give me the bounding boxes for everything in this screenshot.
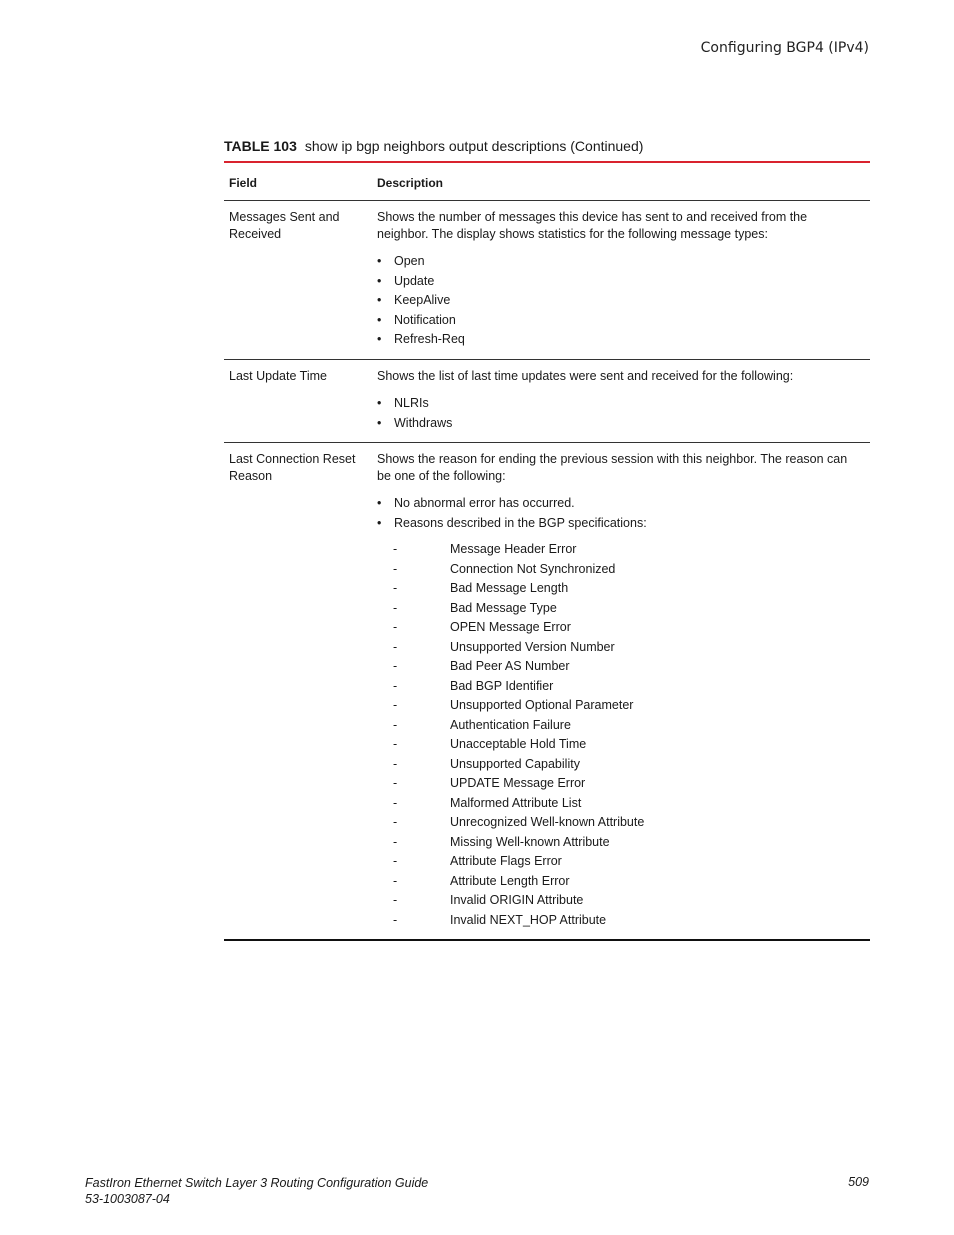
sub-list-item: - Bad Peer AS Number (377, 657, 858, 677)
reason-sublist (377, 540, 858, 930)
sub-list-item: - UPDATE Message Error (377, 774, 858, 794)
sub-list-item: - Bad Message Length (377, 579, 858, 599)
sub-list-item: - Malformed Attribute List (377, 794, 858, 814)
sub-list-item: - Bad Message Type (377, 599, 858, 619)
sub-list-item: - Unsupported Optional Parameter (377, 696, 858, 716)
bullet-list (377, 494, 858, 533)
table-caption (224, 138, 643, 154)
sub-list-item: - Authentication Failure (377, 716, 858, 736)
descriptions-table (224, 161, 870, 941)
column-header-description: Description (377, 176, 444, 190)
table-header-row (224, 163, 870, 201)
table-row (224, 443, 870, 941)
description-text: Shows the number of messages this device has sent to and received from the neighbor. The display shows statistics for the following message types: (377, 210, 808, 241)
list-item: • Update (377, 272, 858, 292)
sub-list-item: - Unacceptable Hold Time (377, 735, 858, 755)
running-header: Configuring BGP4 (IPv4) (700, 40, 869, 56)
sub-list-item: - Missing Well-known Attribute (377, 833, 858, 853)
field-cell: Last Update Time (229, 369, 327, 383)
list-item: • Reasons described in the BGP specifications: (377, 514, 858, 534)
sub-list-item: - Invalid ORIGIN Attribute (377, 891, 858, 911)
description-text: Shows the reason for ending the previous session with this neighbor. The reason can be one of the following: (377, 452, 848, 483)
page-number: 509 (848, 1175, 869, 1189)
description-text: Shows the list of last time updates were sent and received for the following: (377, 369, 794, 383)
bullet-list (377, 394, 858, 433)
table-title: show ip bgp neighbors output descriptions (Continued) (304, 138, 644, 154)
sub-list-item: - Unrecognized Well-known Attribute (377, 813, 858, 833)
description-cell (377, 360, 870, 442)
sub-list-item: - Connection Not Synchronized (377, 560, 858, 580)
sub-list-item: - Attribute Length Error (377, 872, 858, 892)
sub-list-item: - Unsupported Capability (377, 755, 858, 775)
sub-list-item: - Invalid NEXT_HOP Attribute (377, 911, 858, 931)
list-item: • No abnormal error has occurred. (377, 494, 858, 514)
sub-list-item: - Bad BGP Identifier (377, 677, 858, 697)
list-item: • Open (377, 252, 858, 272)
description-cell (377, 201, 870, 359)
footer-document-info (85, 1175, 428, 1207)
list-item: • Notification (377, 311, 858, 331)
list-item: • KeepAlive (377, 291, 858, 311)
bullet-list (377, 252, 858, 350)
sub-list-item: - Message Header Error (377, 540, 858, 560)
field-cell: Last Connection Reset Reason (229, 452, 356, 483)
sub-list-item: - Unsupported Version Number (377, 638, 858, 658)
sub-list-item: - Attribute Flags Error (377, 852, 858, 872)
footer-guide-title: FastIron Ethernet Switch Layer 3 Routing Configuration Guide (85, 1176, 429, 1190)
list-item: • NLRIs (377, 394, 858, 414)
table-row (224, 360, 870, 443)
table-number: TABLE 103 (224, 138, 297, 154)
field-cell: Messages Sent and Received (229, 210, 340, 241)
sub-list-item: - OPEN Message Error (377, 618, 858, 638)
table-row (224, 201, 870, 360)
footer-doc-id: 53-1003087-04 (85, 1192, 170, 1206)
description-cell (377, 443, 870, 939)
column-header-field: Field (229, 176, 258, 190)
list-item: • Refresh-Req (377, 330, 858, 350)
list-item: • Withdraws (377, 414, 858, 434)
